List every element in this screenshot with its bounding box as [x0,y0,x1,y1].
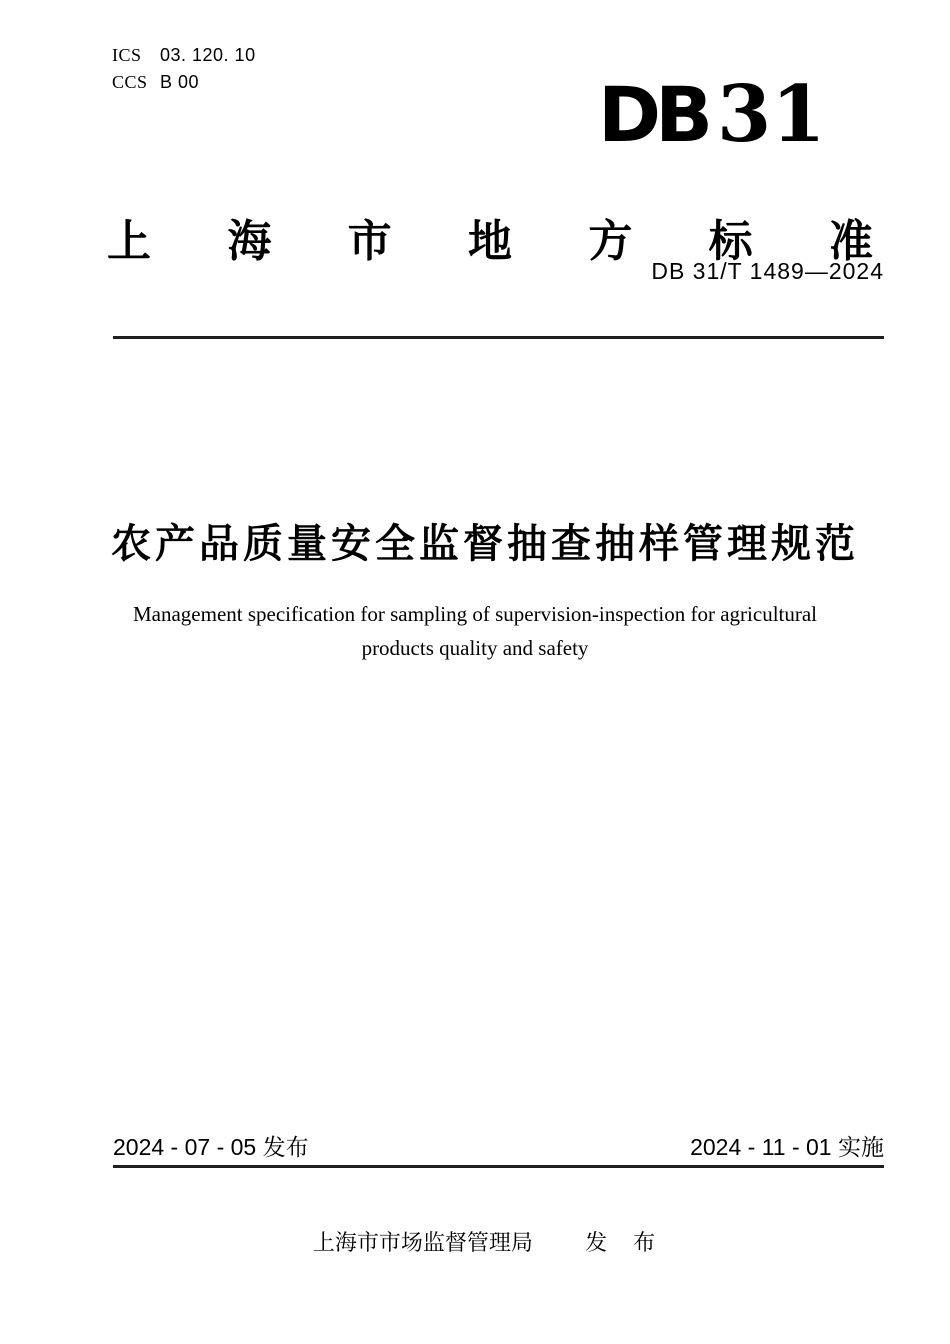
title-english-line2: products quality and safety [361,636,589,660]
standard-title-english [75,597,875,665]
db31-logo-number: 31 [717,69,826,160]
issue-date: 2024 - 07 - 05 发布 [113,1134,309,1160]
ccs-label: CCS [112,72,148,92]
category-char: 准 [828,217,873,266]
dates-row [113,1129,884,1162]
ccs-row [112,69,256,96]
ics-label: ICS [112,45,142,65]
publish-label: 发 布 [585,1230,658,1255]
db31-logo [598,69,826,160]
implement-date: 2024 - 11 - 01 实施 [690,1134,884,1160]
category-char: 市 [347,217,392,266]
classification-codes [112,42,256,96]
standard-title-chinese: 农产品质量安全监督抽查抽样管理规范 [111,522,859,566]
category-char: 地 [467,217,512,266]
db31-logo-prefix: DB [598,70,708,159]
publisher-name: 上海市市场监督管理局 [312,1230,533,1255]
title-english-line1: Management specification for sampling of supervision-inspection for agricultural [132,602,818,626]
publisher-row [80,1226,890,1257]
category-char: 方 [588,217,633,266]
standard-number: DB 31/T 1489—2024 [651,258,884,284]
category-char: 标 [708,217,753,266]
ccs-value: B 00 [160,72,200,92]
ics-value: 03. 120. 10 [160,45,256,65]
ics-row [112,42,256,69]
category-char: 海 [227,217,272,266]
category-char: 上 [107,217,151,266]
footer-divider-line [113,1165,884,1168]
header-divider-line [113,336,884,339]
